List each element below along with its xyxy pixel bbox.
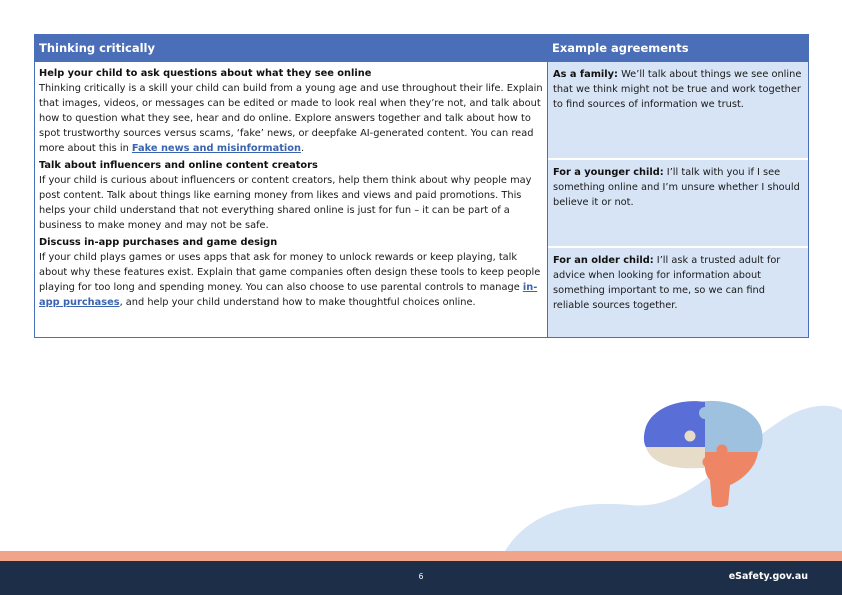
section-body xyxy=(39,250,545,310)
footer-accent-stripe xyxy=(0,551,842,561)
site-link[interactable]: eSafety.gov.au xyxy=(728,571,808,582)
section-in-app-purchases xyxy=(39,235,545,310)
agreement-older-child xyxy=(548,248,808,337)
section-title: Help your child to ask questions about what they see online xyxy=(39,68,372,79)
section-body xyxy=(39,81,545,156)
in-app-purchases-link[interactable]: in-app purchases xyxy=(39,282,538,308)
agreement-text: I’ll ask a trusted adult for advice when looking for information about something important to me, so we can find reliable sources together. xyxy=(553,255,781,311)
agreement-label: For a younger child: xyxy=(553,167,664,178)
page-footer xyxy=(0,561,842,595)
fake-news-link[interactable]: Fake news and misinformation xyxy=(131,143,301,154)
section-influencers xyxy=(39,158,545,233)
page-number: 6 xyxy=(418,572,424,581)
section-title: Discuss in-app purchases and game design xyxy=(39,237,278,248)
agreement-label: As a family: xyxy=(553,69,618,80)
section-title: Talk about influencers and online content creators xyxy=(39,160,318,171)
agreement-label: For an older child: xyxy=(553,255,654,266)
agreement-family xyxy=(548,62,808,158)
agreement-text: I’ll talk with you if I see something online and I’m unsure whether I should believe it or not. xyxy=(553,167,800,208)
tips-column xyxy=(39,66,545,312)
section-ask-questions xyxy=(39,66,545,156)
section-text-end: . xyxy=(301,143,305,154)
section-body: If your child is curious about influencers or content creators, help them think about why people may post content. Talk about things like earning money from likes and views and paid promotions. This helps your child understand that not everything shared online is just for fun – it can be part of a business to make money and may not be safe. xyxy=(39,175,532,231)
agreement-text: We’ll talk about things we see online that we think might not be true and work together to find sources of information we trust. xyxy=(553,69,802,110)
table-header-thinking-critically: Thinking critically xyxy=(35,35,547,62)
section-text-end: , and help your child understand how to make thoughtful choices online. xyxy=(119,297,476,308)
section-text: Thinking critically is a skill your child can build from a young age and use throughout their life. Explain that images, videos, or messages can be edited or made to look real when they’re not, and talk about how to question what they see, hear and do online. Explore answers together and talk about how to spot trustworthy sources versus scams, ‘fake’ news, or deepfake AI-generated content. You can read more about this in xyxy=(39,83,543,154)
thinking-critically-table xyxy=(34,34,809,338)
table-header-example-agreements: Example agreements xyxy=(548,35,808,62)
agreement-younger-child xyxy=(548,160,808,246)
section-text: If your child plays games or uses apps that ask for money to unlock rewards or keep playing, talk about why these features exist. Explain that game companies often design these tools to keep people playing for too long and spending money. You can also choose to use parental controls to manage xyxy=(39,252,541,293)
